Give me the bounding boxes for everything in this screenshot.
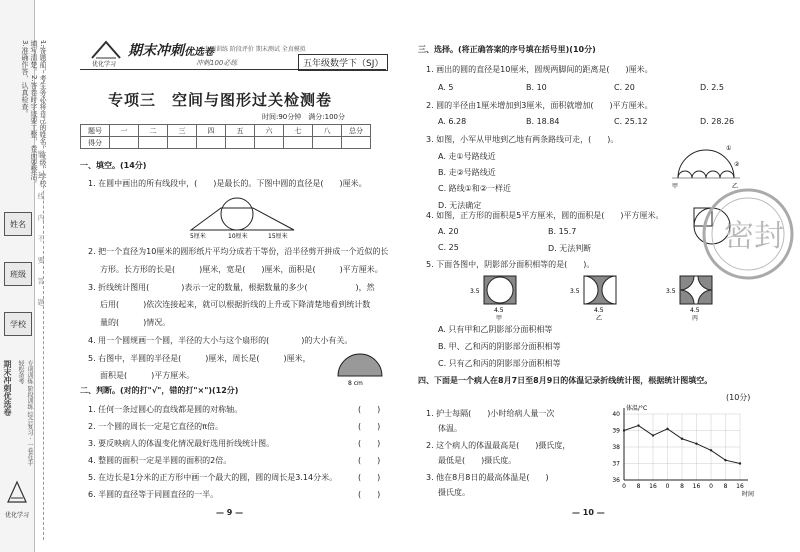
seal-text: 密封 — [724, 219, 784, 254]
data-point — [724, 459, 726, 461]
y-tick-label: 38 — [612, 444, 620, 451]
svg-text:4.5: 4.5 — [594, 307, 604, 314]
question-fill-2a: 2. 把一个直径为10厘米的圆形纸片平均分成若干等份，沿半径剪开拼成一个近似的长 — [88, 247, 389, 256]
data-point — [623, 429, 625, 431]
section-fill-title: 一、填空。(14分) — [80, 161, 147, 170]
section-graph-title: 四、下面是一个病人在8月7日至8月9日的体温记录折线统计图，根据统计图填空。 — [418, 376, 713, 385]
score-header-cell: 四 — [197, 125, 226, 137]
svg-text:4.5: 4.5 — [494, 307, 504, 314]
data-point — [666, 428, 668, 430]
score-cell[interactable] — [284, 137, 313, 149]
brand-logo-text: 优化学习 — [4, 512, 29, 519]
class-label: 班级 — [4, 262, 32, 286]
x-tick-label: 16 — [649, 483, 657, 490]
cut-line — [43, 40, 44, 540]
choice-question-4: 4. 如图，正方形的面积是5平方厘米，圆的面积是( )平方厘米。 — [426, 211, 664, 220]
section-judge-title: 二、判断。(对的打"√"，错的打"×")(12分) — [80, 386, 239, 395]
choice-option[interactable]: C. 路线①和②一样近 — [438, 184, 512, 193]
test-title: 专项三 空间与图形过关检测卷 — [108, 91, 333, 109]
section-choice-title: 三、选择。(将正确答案的序号填在括号里)(10分) — [418, 45, 596, 54]
choice-option[interactable]: A. 20 — [438, 227, 459, 236]
cut-line-text: 密 封 线 内 不 要 答 题 — [37, 150, 45, 312]
question-fill-3a: 3. 折线统计图用( )表示一定的数量，根据数量的多少( )，然 — [88, 283, 375, 292]
svg-text:②: ② — [734, 161, 740, 168]
answer-paren[interactable]: ( ) — [358, 405, 381, 414]
score-header-cell: 六 — [255, 125, 284, 137]
score-header-cell: 二 — [139, 125, 168, 137]
y-tick-label: 39 — [612, 427, 620, 435]
choice-option[interactable]: C. 25.12 — [614, 117, 648, 126]
graph-question-3: 3. 他在8月8日的最高体温是( ) — [426, 473, 549, 482]
choice-question-3: 3. 如图，小军从甲地到乙地有两条路线可走，( )。 — [426, 135, 619, 144]
header-tagline: 专项训练 阶段评价 期末测试 全真模拟 — [204, 46, 306, 53]
choice-option[interactable]: D. 2.5 — [700, 83, 724, 92]
data-point — [739, 462, 741, 464]
score-header-cell: 八 — [313, 125, 342, 137]
figure-label: 10厘米 — [228, 233, 248, 240]
figure-label: 15厘米 — [268, 233, 288, 240]
judge-item-6: 6. 半圆的直径等于同圆直径的一半。 — [88, 490, 219, 499]
header-rule — [80, 69, 386, 70]
x-tick-label: 0 — [622, 483, 626, 490]
judge-item-2: 2. 一个圆的周长一定是它直径的π倍。 — [88, 422, 223, 431]
y-tick-label: 37 — [612, 460, 620, 468]
score-header-cell: 一 — [110, 125, 139, 137]
brand-title-vertical: 期末冲刺优选卷 — [3, 360, 12, 416]
svg-text:3.5: 3.5 — [666, 288, 676, 295]
score-header-cell: 五 — [226, 125, 255, 137]
x-axis-label: 时间 — [742, 491, 755, 498]
question-fill-1: 1. 在圆中画出的所有线段中，( )是最长的。下图中圆的直径是( )厘米。 — [88, 179, 367, 188]
svg-text:丙: 丙 — [692, 315, 699, 322]
svg-text:乙: 乙 — [732, 183, 739, 190]
score-header-cell: 总分 — [342, 125, 371, 137]
graph-question-1b: 体温。 — [438, 424, 462, 433]
choice-option[interactable]: B. 走②号路线近 — [438, 168, 496, 177]
x-tick-label: 8 — [636, 483, 641, 490]
page-number-left: — 9 — — [216, 508, 244, 517]
exam-instructions: 1.答题前，考生务必将自己的姓名、班级、学校填写清楚。2.答卷时字迹要工整，卷面要整洁。3.准确作答，认真检查。 — [21, 40, 47, 187]
header-logo-text: 优化学习 — [92, 61, 117, 68]
svg-text:乙: 乙 — [596, 315, 603, 322]
choice-option[interactable]: A. 只有甲和乙阴影部分面积相等 — [438, 325, 553, 334]
choice-option[interactable]: B. 10 — [526, 83, 547, 92]
header-subtitle: 冲刺100必练 — [196, 59, 238, 67]
route-figure — [668, 140, 748, 190]
choice-option[interactable]: B. 甲、乙和丙的阴影部分面积相等 — [438, 342, 561, 351]
graph-question-2b: 最低是( )摄氏度。 — [438, 456, 517, 465]
answer-paren[interactable]: ( ) — [358, 439, 381, 448]
svg-text:3.5: 3.5 — [570, 288, 580, 295]
x-tick-label: 0 — [665, 483, 670, 490]
data-point — [695, 443, 697, 445]
score-header-cell: 七 — [284, 125, 313, 137]
brand-slogan-vertical: 专项训练 阶段训练 综合复习 · 一卷在手 轻松备考 — [17, 360, 33, 466]
score-cell[interactable] — [226, 137, 255, 149]
x-tick-label: 8 — [723, 483, 728, 490]
semicircle-figure — [336, 350, 386, 388]
svg-text:①: ① — [726, 145, 732, 152]
data-point — [637, 424, 639, 426]
score-cell[interactable] — [313, 137, 342, 149]
choice-option[interactable]: A. 5 — [438, 83, 454, 92]
score-cell[interactable] — [197, 137, 226, 149]
header-title: 期末冲刺优选卷 — [128, 43, 214, 59]
question-fill-2b: 方形。长方形的长是( )厘米，宽是( )厘米，面积是( )平方厘米。 — [100, 265, 383, 274]
question-fill-3b: 后用( )依次连接起来，就可以根据折线的上升或下降清楚地看到统计数 — [100, 300, 371, 309]
score-cell[interactable] — [139, 137, 168, 149]
triangle-circle-figure — [186, 194, 306, 240]
section-graph-score: (10分) — [726, 393, 751, 402]
score-header-cell: 题号 — [81, 125, 110, 137]
judge-item-3: 3. 要反映病人的体温变化情况最好选用折线统计图。 — [88, 439, 275, 448]
graph-question-1: 1. 护士每隔( )小时给病人量一次 — [426, 409, 555, 418]
score-cell[interactable] — [342, 137, 371, 149]
svg-text:4.5: 4.5 — [690, 307, 700, 314]
choice-option[interactable]: B. 18.84 — [526, 117, 560, 126]
answer-paren[interactable]: ( ) — [358, 456, 381, 465]
time-info: 时间:90分钟 满分:100分 — [262, 113, 345, 121]
question-fill-3c: 量的( )情况。 — [100, 318, 171, 327]
semicircle-label: 8 cm — [348, 380, 363, 387]
choice-option[interactable]: A. 走①号路线近 — [438, 152, 496, 161]
choice-question-2: 2. 圆的半径由1厘米增加到3厘米，面积就增加( )平方厘米。 — [426, 101, 653, 110]
graph-question-2: 2. 这个病人的体温最高是( )摄氏度， — [426, 441, 571, 450]
svg-text:甲: 甲 — [672, 183, 679, 190]
score-cell[interactable] — [255, 137, 284, 149]
answer-paren[interactable]: ( ) — [358, 490, 381, 499]
judge-item-4: 4. 整圆的面积一定是半圆的面积的2倍。 — [88, 456, 232, 465]
x-tick-label: 16 — [692, 483, 701, 490]
temperature-line-chart — [600, 402, 760, 498]
name-label: 姓名 — [4, 212, 32, 236]
choice-option[interactable]: D. 无法确定 — [438, 201, 482, 210]
choice-option[interactable]: D. 28.26 — [700, 117, 735, 126]
score-cell[interactable] — [110, 137, 139, 149]
choice-option[interactable]: A. 6.28 — [438, 117, 467, 126]
svg-text:甲: 甲 — [496, 315, 503, 322]
question-fill-4: 4. 用一个圆规画一个圆，半径的大小与这个扇形的( )的大小有关。 — [88, 336, 353, 345]
judge-item-5: 5. 在边长是1分米的正方形中画一个最大的圆，圆的周长是3.14分米。 — [88, 473, 338, 482]
score-table — [80, 124, 371, 149]
choice-option[interactable]: C. 20 — [614, 83, 635, 92]
brand-logo-icon — [6, 478, 28, 508]
y-tick-label: 36 — [612, 477, 620, 484]
data-point — [681, 438, 683, 440]
choice-option[interactable]: C. 只有乙和丙的阴影部分面积相等 — [438, 359, 561, 368]
choice-question-1: 1. 画出的圆的直径是10厘米，圆规两脚间的距离是( )厘米。 — [426, 65, 653, 74]
choice-option[interactable]: D. 无法判断 — [548, 244, 592, 253]
choice-question-5: 5. 下面各图中，阴影部分面积相等的是( )。 — [426, 260, 595, 269]
x-tick-label: 16 — [736, 483, 744, 490]
seal-stamp — [700, 186, 796, 282]
choice-option[interactable]: C. 25 — [438, 243, 459, 252]
chart-title: 体温/°C — [626, 405, 648, 412]
choice-option[interactable]: B. 15.7 — [548, 227, 577, 236]
grade-label: 五年级数学下（SJ） — [298, 54, 388, 71]
score-header-cell: 三 — [168, 125, 197, 137]
question-fill-5b: 面积是( )平方厘米。 — [100, 371, 195, 380]
x-tick-label: 0 — [709, 483, 713, 490]
figure-label: 5厘米 — [190, 233, 206, 240]
school-label: 学校 — [4, 312, 32, 336]
page-number-right: — 10 — — [572, 508, 605, 517]
y-tick-label: 40 — [612, 411, 620, 418]
answer-paren[interactable]: ( ) — [358, 473, 381, 482]
score-row-label: 得分 — [81, 137, 110, 149]
data-point — [710, 449, 712, 451]
data-point — [652, 434, 654, 436]
svg-text:3.5: 3.5 — [470, 288, 480, 295]
judge-item-1: 1. 任何一条过圆心的直线都是圆的对称轴。 — [88, 405, 243, 414]
score-cell[interactable] — [168, 137, 197, 149]
graph-question-3b: 摄氏度。 — [438, 488, 470, 497]
question-fill-5a: 5. 右图中，半圆的半径是( )厘米，周长是( )厘米， — [88, 354, 311, 363]
x-tick-label: 8 — [680, 483, 684, 490]
answer-paren[interactable]: ( ) — [358, 422, 381, 431]
shaded-figures — [470, 272, 730, 322]
